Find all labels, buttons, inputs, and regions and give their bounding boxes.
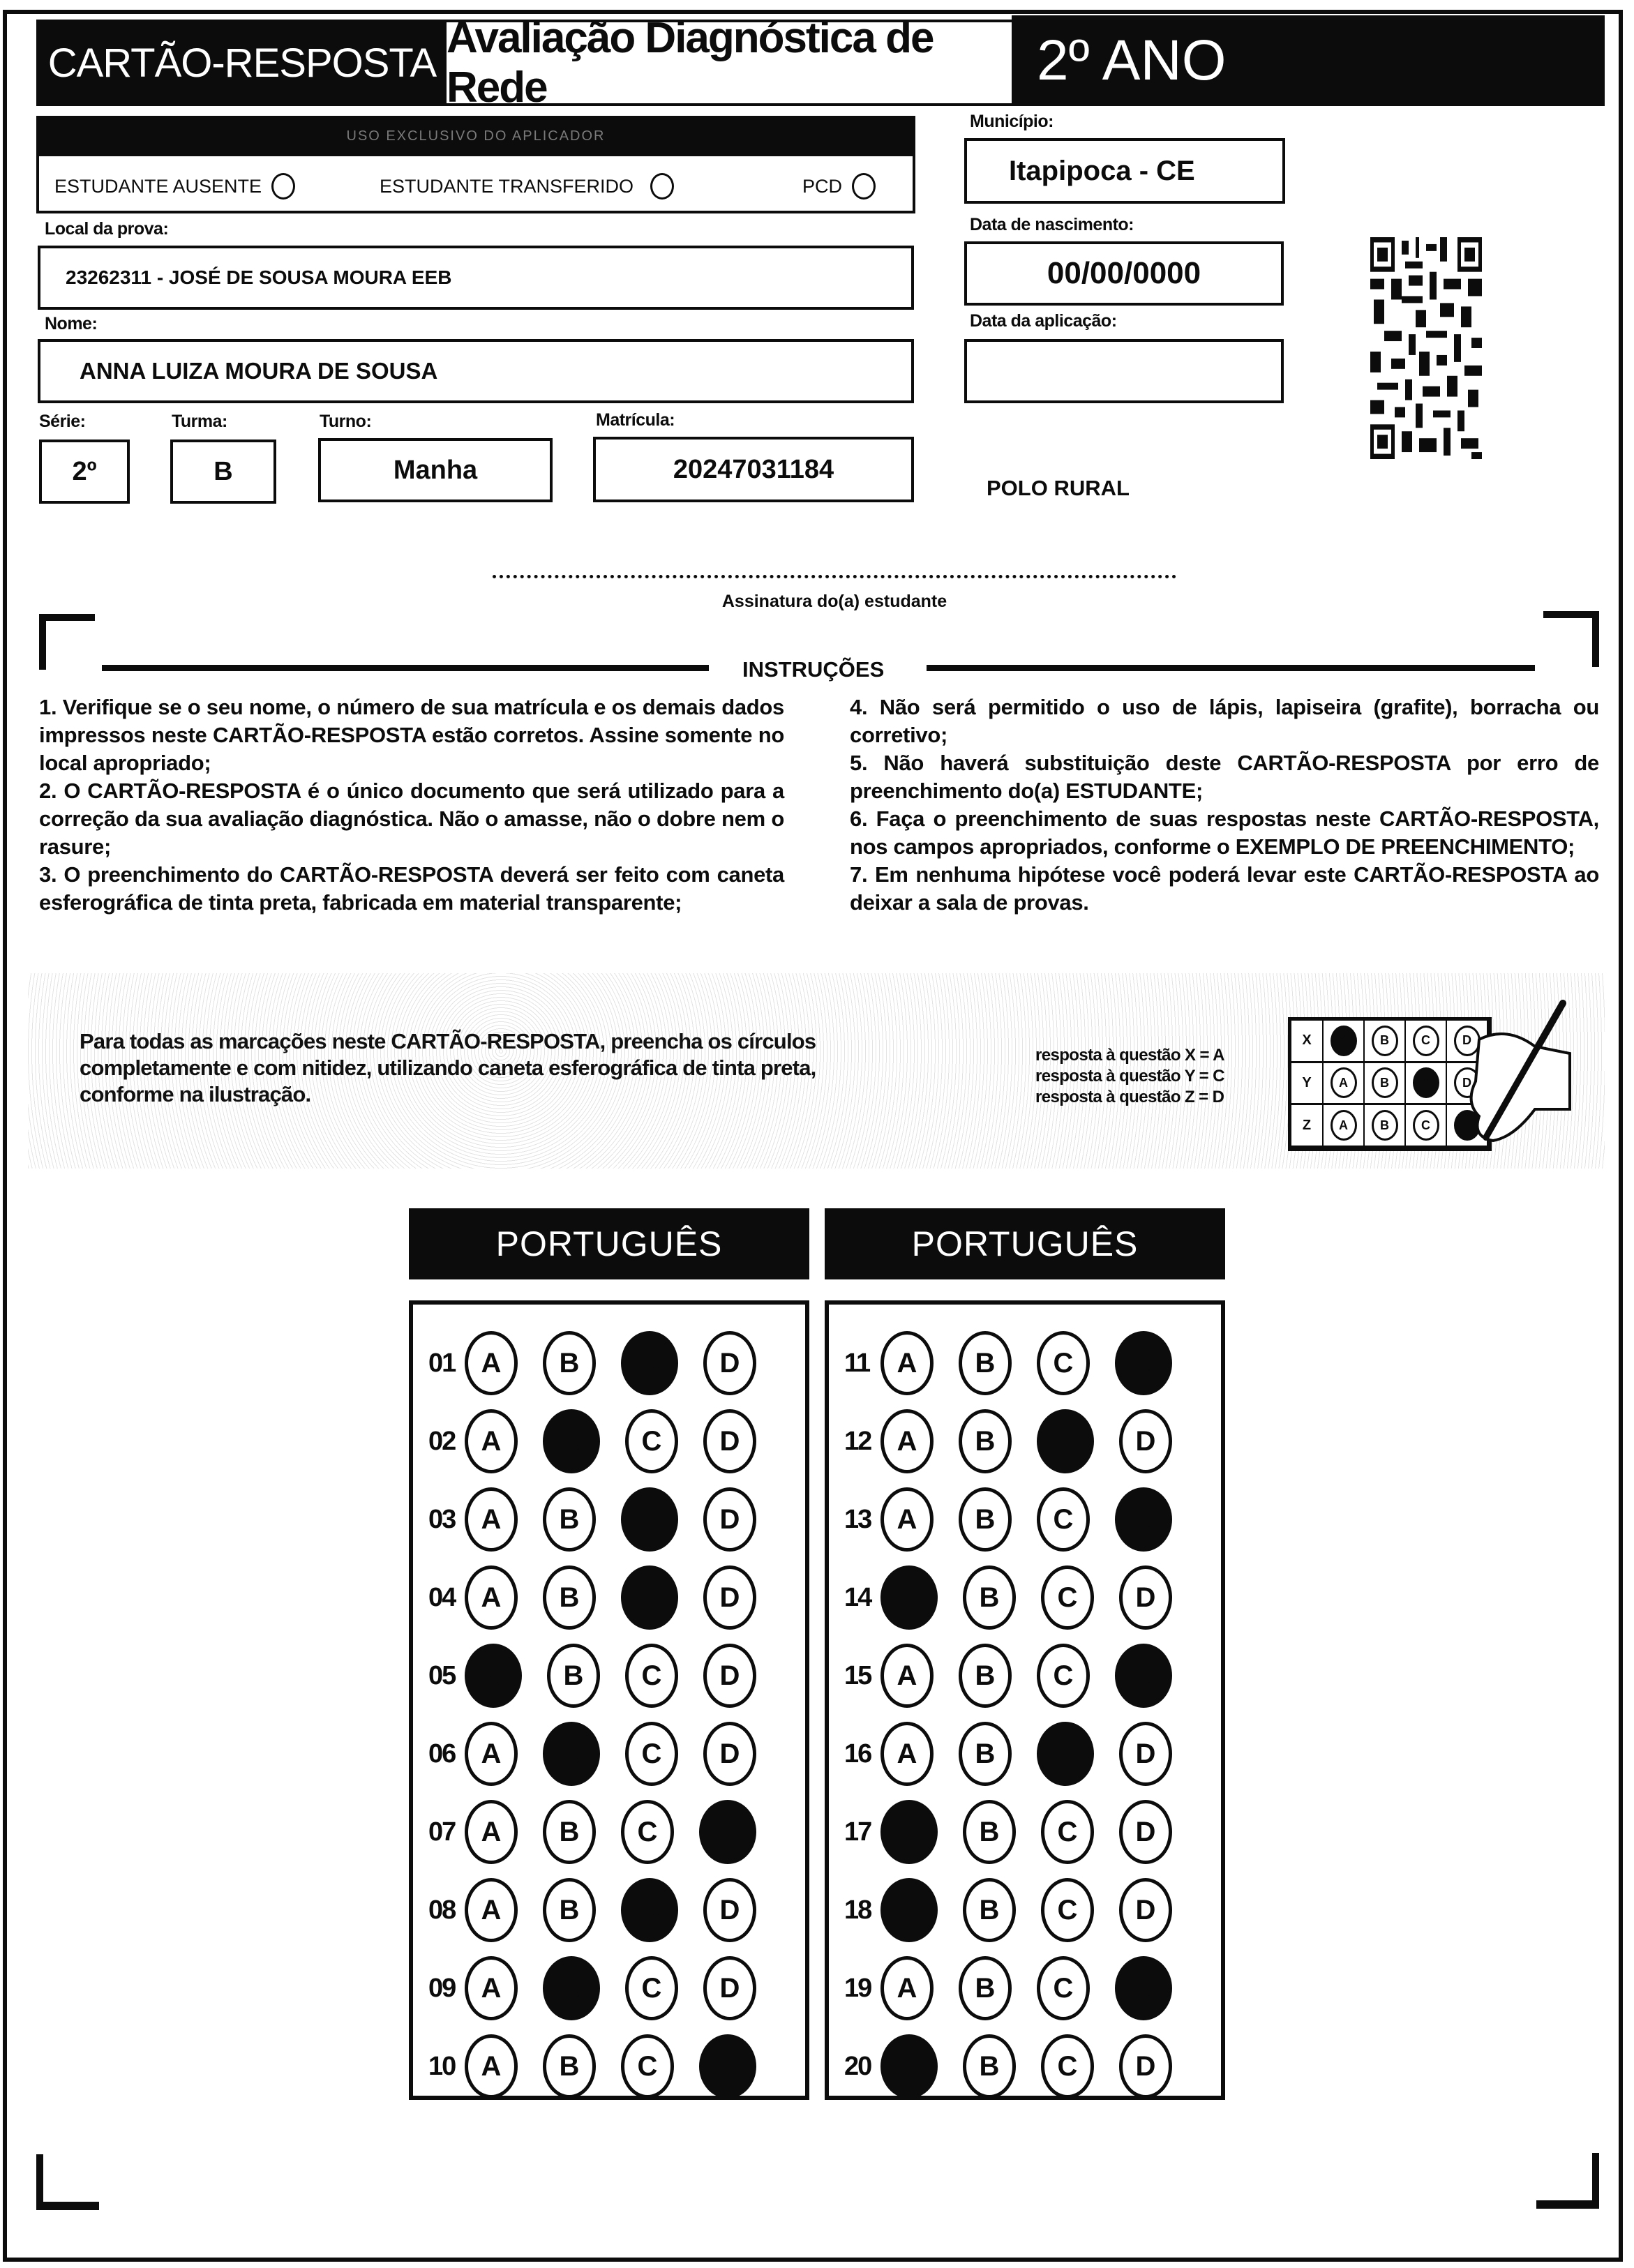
answer-bubble-c[interactable]: C	[1041, 1565, 1094, 1630]
answer-row	[829, 1793, 1221, 1871]
answer-bubble-filled-a[interactable]: A	[880, 2034, 938, 2098]
absent-radio[interactable]	[271, 173, 295, 200]
example-cell	[1406, 1021, 1447, 1063]
answer-bubble-b[interactable]: B	[543, 1565, 596, 1630]
answer-bubble-c[interactable]: C	[1037, 1956, 1090, 2020]
section-title: PORTUGUÊS	[825, 1208, 1225, 1279]
answer-bubble-a[interactable]: A	[880, 1409, 934, 1473]
pcd-radio[interactable]	[852, 173, 876, 200]
answer-row	[413, 1949, 805, 2027]
example-bubble: B	[1372, 1067, 1398, 1098]
instructions-right	[850, 693, 1599, 917]
answer-bubble-d[interactable]: D	[1119, 2034, 1172, 2098]
answer-row	[829, 1559, 1221, 1637]
question-number: 14	[844, 1582, 871, 1612]
answer-bubble-a[interactable]: A	[465, 1800, 518, 1864]
signature-label: Assinatura do(a) estudante	[721, 592, 947, 611]
example-text: Para todas as marcações neste CARTÃO-RESPOSTA, preencha os círculos completamente e com nitidez, utilizando caneta esferográfica de tinta preta, conforme na ilustração.	[80, 1029, 816, 1106]
answer-bubble-b[interactable]: B	[543, 1487, 596, 1552]
answer-bubble-b[interactable]: B	[963, 1800, 1016, 1864]
answer-grid	[825, 1300, 1225, 2100]
answer-bubble-b[interactable]: B	[543, 1878, 596, 1942]
answer-bubble-filled-d[interactable]: D	[699, 2034, 756, 2098]
answer-row	[829, 1402, 1221, 1480]
example-question-label: Y	[1291, 1063, 1324, 1106]
answer-bubble-d[interactable]: D	[703, 1565, 756, 1630]
example-bubble-filled: D	[1454, 1110, 1481, 1141]
answer-bubble-c[interactable]: C	[625, 1644, 678, 1708]
answer-row	[413, 1715, 805, 1793]
answer-bubble-d[interactable]: D	[1119, 1565, 1172, 1630]
aplicacao-label: Data da aplicação:	[970, 311, 1117, 331]
answer-grid	[409, 1300, 809, 2100]
answer-row	[413, 1402, 805, 1480]
instructions-title: INSTRUÇÕES	[742, 657, 885, 682]
matricula-label: Matrícula:	[596, 410, 675, 430]
answer-bubble-a[interactable]: A	[465, 1878, 518, 1942]
answer-bubble-b[interactable]: B	[963, 1878, 1016, 1942]
answer-section-2	[825, 1208, 1225, 2100]
corner-mark-tr-h	[1543, 611, 1599, 618]
answer-bubble-c[interactable]: C	[1037, 1644, 1090, 1708]
answer-bubble-filled-a[interactable]: A	[880, 1800, 938, 1864]
question-number: 11	[844, 1348, 870, 1378]
instruction-item: 3. O preenchimento do CARTÃO-RESPOSTA deverá ser feito com caneta esferográfica de tinta preta, fabricada em material transparente;	[39, 862, 784, 915]
answer-bubble-a[interactable]: A	[465, 1565, 518, 1630]
answer-row	[829, 1871, 1221, 1949]
transferred-option[interactable]	[380, 173, 674, 200]
answer-bubble-d[interactable]: D	[703, 1878, 756, 1942]
answer-row	[829, 1949, 1221, 2027]
answer-bubble-b[interactable]: B	[959, 1331, 1012, 1395]
instruction-item: 7. Em nenhuma hipótese você poderá levar este CARTÃO-RESPOSTA ao deixar a sala de provas.	[850, 862, 1599, 915]
answer-bubble-filled-c[interactable]: C	[621, 1331, 678, 1395]
question-number: 01	[428, 1348, 456, 1378]
answer-bubble-d[interactable]: D	[703, 1722, 756, 1786]
answer-bubble-a[interactable]: A	[880, 1331, 934, 1395]
question-number: 10	[428, 2051, 456, 2081]
section-title: PORTUGUÊS	[409, 1208, 809, 1279]
answer-bubble-a[interactable]: A	[465, 1409, 518, 1473]
example-bubble-filled: C	[1413, 1067, 1439, 1098]
question-number: 04	[428, 1582, 456, 1612]
example-legend	[1035, 1045, 1273, 1108]
answer-bubble-d[interactable]: D	[1119, 1878, 1172, 1942]
serie-label: Série:	[39, 412, 86, 431]
corner-mark-bl-h	[36, 2202, 99, 2210]
turno-label: Turno:	[320, 412, 372, 431]
question-number: 12	[844, 1426, 871, 1456]
answer-bubble-b[interactable]: B	[543, 1331, 596, 1395]
answer-bubble-a[interactable]: A	[465, 1722, 518, 1786]
question-number: 08	[428, 1895, 456, 1925]
exam-title: Avaliação Diagnóstica de Rede	[447, 20, 1012, 106]
example-question-label: Z	[1291, 1105, 1324, 1148]
question-number: 20	[844, 2051, 871, 2081]
answer-bubble-filled-d[interactable]: D	[1115, 1956, 1172, 2020]
answer-row	[413, 1324, 805, 1402]
answer-row	[413, 2027, 805, 2105]
answer-row	[829, 1324, 1221, 1402]
answer-bubble-d[interactable]: D	[703, 1644, 756, 1708]
question-number: 17	[844, 1817, 871, 1847]
answer-bubble-c[interactable]: C	[1041, 1800, 1094, 1864]
answer-bubble-filled-b[interactable]: B	[543, 1956, 600, 2020]
answer-row	[829, 1715, 1221, 1793]
answer-row	[413, 1480, 805, 1559]
example-legend-item: resposta à questão Y = C	[1035, 1067, 1224, 1086]
answer-bubble-d[interactable]: D	[1119, 1722, 1172, 1786]
answer-bubble-a[interactable]: A	[465, 1487, 518, 1552]
instructions-left	[39, 693, 784, 917]
question-number: 09	[428, 1973, 456, 2003]
nascimento-field: 00/00/0000	[964, 241, 1284, 306]
answer-bubble-filled-a[interactable]: A	[465, 1644, 522, 1708]
instruction-item: 2. O CARTÃO-RESPOSTA é o único documento que será utilizado para a correção da sua avaliação diagnóstica. Não o amasse, não o dobre nem o rasure;	[39, 779, 784, 859]
pcd-option[interactable]	[802, 173, 876, 200]
answer-bubble-a[interactable]: A	[880, 1644, 934, 1708]
answer-bubble-filled-c[interactable]: C	[1037, 1409, 1094, 1473]
answer-bubble-a[interactable]: A	[465, 1956, 518, 2020]
answer-bubble-b[interactable]: B	[963, 2034, 1016, 2098]
answer-bubble-c[interactable]: C	[625, 1722, 678, 1786]
question-number: 16	[844, 1738, 871, 1768]
answer-bubble-a[interactable]: A	[465, 2034, 518, 2098]
answer-bubble-filled-b[interactable]: B	[543, 1722, 600, 1786]
answer-bubble-filled-d[interactable]: D	[699, 1800, 756, 1864]
answer-bubble-b[interactable]: B	[543, 1800, 596, 1864]
hand-with-pen-icon	[1458, 998, 1577, 1158]
example-cell	[1406, 1063, 1447, 1106]
example-bubble: B	[1372, 1026, 1398, 1056]
answer-row	[829, 2027, 1221, 2105]
turma-field: B	[170, 440, 276, 504]
answer-bubble-c[interactable]: C	[1041, 2034, 1094, 2098]
answer-bubble-c[interactable]: C	[1037, 1487, 1090, 1552]
answer-bubble-b[interactable]: B	[959, 1487, 1012, 1552]
answer-bubble-d[interactable]: D	[703, 1956, 756, 2020]
answer-bubble-b[interactable]: B	[963, 1565, 1016, 1630]
question-number: 19	[844, 1973, 871, 2003]
answer-section-1	[409, 1208, 809, 2100]
matricula-field: 20247031184	[593, 437, 914, 502]
transferred-label: ESTUDANTE TRANSFERIDO	[380, 175, 634, 197]
instruction-item: 5. Não haverá substituição deste CARTÃO-RESPOSTA por erro de preenchimento do(a) ESTUDANTE;	[850, 751, 1599, 803]
answer-bubble-c[interactable]: C	[1037, 1331, 1090, 1395]
answer-bubble-filled-d[interactable]: D	[1115, 1487, 1172, 1552]
example-cell	[1324, 1063, 1365, 1106]
corner-mark-tl-h	[39, 614, 95, 621]
answer-bubble-filled-d[interactable]: D	[1115, 1644, 1172, 1708]
answer-bubble-d[interactable]: D	[1119, 1409, 1172, 1473]
answer-row	[829, 1480, 1221, 1559]
answer-bubble-c[interactable]: C	[625, 1956, 678, 2020]
serie-field: 2º	[39, 440, 130, 504]
answer-row	[413, 1637, 805, 1715]
turno-field: Manha	[318, 438, 553, 502]
example-legend-item: resposta à questão Z = D	[1035, 1088, 1224, 1106]
aplicacao-field	[964, 339, 1284, 403]
answer-bubble-c[interactable]: C	[621, 1800, 674, 1864]
qr-code-icon	[1370, 237, 1482, 459]
answer-row	[413, 1871, 805, 1949]
answer-bubble-a[interactable]: A	[880, 1487, 934, 1552]
example-legend-item: resposta à questão X = A	[1035, 1046, 1224, 1065]
answer-bubble-filled-c[interactable]: C	[621, 1565, 678, 1630]
nome-field: ANNA LUIZA MOURA DE SOUSA	[38, 339, 914, 403]
nome-label: Nome:	[45, 314, 98, 333]
corner-mark-br-h	[1536, 2200, 1599, 2209]
example-bubble: B	[1372, 1110, 1398, 1141]
absent-option[interactable]	[54, 173, 295, 200]
example-bubble: A	[1331, 1067, 1357, 1098]
answer-bubble-filled-c[interactable]: C	[1037, 1722, 1094, 1786]
example-question-label: X	[1291, 1021, 1324, 1063]
answer-bubble-a[interactable]: A	[880, 1956, 934, 2020]
answer-bubble-filled-c[interactable]: C	[621, 1878, 678, 1942]
local-label: Local da prova:	[45, 219, 169, 239]
absent-label: ESTUDANTE AUSENTE	[54, 175, 262, 197]
answer-row	[413, 1559, 805, 1637]
pcd-label: PCD	[802, 175, 843, 197]
example-bubble: A	[1331, 1110, 1357, 1141]
answer-bubble-a[interactable]: A	[880, 1722, 934, 1786]
question-number: 18	[844, 1895, 871, 1925]
example-cell	[1406, 1105, 1447, 1148]
question-number: 03	[428, 1504, 456, 1534]
instruction-item: 6. Faça o preenchimento de suas respostas neste CARTÃO-RESPOSTA, nos campos apropriados, conforme o EXEMPLO DE PREENCHIMENTO;	[850, 806, 1599, 859]
answer-row	[829, 1637, 1221, 1715]
question-number: 02	[428, 1426, 456, 1456]
signature-line[interactable]	[493, 575, 1176, 578]
local-field: 23262311 - JOSÉ DE SOUSA MOURA EEB	[38, 246, 914, 310]
answer-bubble-c[interactable]: C	[625, 1409, 678, 1473]
turma-label: Turma:	[172, 412, 227, 431]
card-title: CARTÃO-RESPOSTA	[36, 20, 448, 106]
example-cell	[1365, 1063, 1406, 1106]
answer-bubble-b[interactable]: B	[959, 1956, 1012, 2020]
answer-bubble-b[interactable]: B	[959, 1722, 1012, 1786]
answer-bubble-b[interactable]: B	[959, 1644, 1012, 1708]
corner-mark-tr-v	[1592, 611, 1599, 667]
answer-bubble-b[interactable]: B	[543, 2034, 596, 2098]
question-number: 06	[428, 1738, 456, 1768]
grade-title: 2º ANO	[1012, 15, 1605, 106]
example-cell	[1365, 1105, 1406, 1148]
polo-label: POLO RURAL	[987, 476, 1130, 500]
example-cell	[1324, 1021, 1365, 1063]
instructions-rule-right	[927, 665, 1535, 671]
answer-bubble-d[interactable]: D	[703, 1409, 756, 1473]
question-number: 13	[844, 1504, 871, 1534]
answer-bubble-c[interactable]: C	[1041, 1878, 1094, 1942]
example-bubble: C	[1413, 1026, 1439, 1056]
answer-bubble-filled-b[interactable]: B	[543, 1409, 600, 1473]
answer-bubble-b[interactable]: B	[959, 1409, 1012, 1473]
example-bubble: D	[1454, 1026, 1481, 1056]
example-cell	[1324, 1105, 1365, 1148]
answer-bubble-a[interactable]: A	[465, 1331, 518, 1395]
example-bubble-filled: A	[1331, 1026, 1357, 1056]
applicator-bar: USO EXCLUSIVO DO APLICADOR	[36, 116, 915, 156]
answer-row	[413, 1793, 805, 1871]
transferred-radio[interactable]	[650, 173, 674, 200]
municipio-field: Itapipoca - CE	[964, 138, 1285, 204]
municipio-label: Município:	[970, 112, 1054, 131]
nascimento-label: Data de nascimento:	[970, 215, 1134, 234]
question-number: 05	[428, 1660, 456, 1690]
question-number: 15	[844, 1660, 871, 1690]
answer-bubble-d[interactable]: D	[703, 1487, 756, 1552]
instruction-item: 1. Verifique se o seu nome, o número de sua matrícula e os demais dados impressos neste CARTÃO-RESPOSTA estão corretos. Assine somente no local apropriado;	[39, 695, 784, 775]
example-cell	[1365, 1021, 1406, 1063]
answer-bubble-filled-a[interactable]: A	[880, 1878, 938, 1942]
instruction-item: 4. Não será permitido o uso de lápis, lapiseira (grafite), borracha ou corretivo;	[850, 695, 1599, 747]
corner-mark-tl-v	[39, 614, 46, 670]
answer-bubble-d[interactable]: D	[1119, 1800, 1172, 1864]
answer-bubble-d[interactable]: D	[703, 1331, 756, 1395]
answer-bubble-c[interactable]: C	[621, 2034, 674, 2098]
instructions-rule-left	[102, 665, 709, 671]
answer-bubble-b[interactable]: B	[547, 1644, 600, 1708]
answer-bubble-filled-d[interactable]: D	[1115, 1331, 1172, 1395]
example-bubble: D	[1454, 1067, 1481, 1098]
question-number: 07	[428, 1817, 456, 1847]
answer-bubble-filled-c[interactable]: C	[621, 1487, 678, 1552]
answer-bubble-filled-a[interactable]: A	[880, 1565, 938, 1630]
example-bubble: C	[1413, 1110, 1439, 1141]
